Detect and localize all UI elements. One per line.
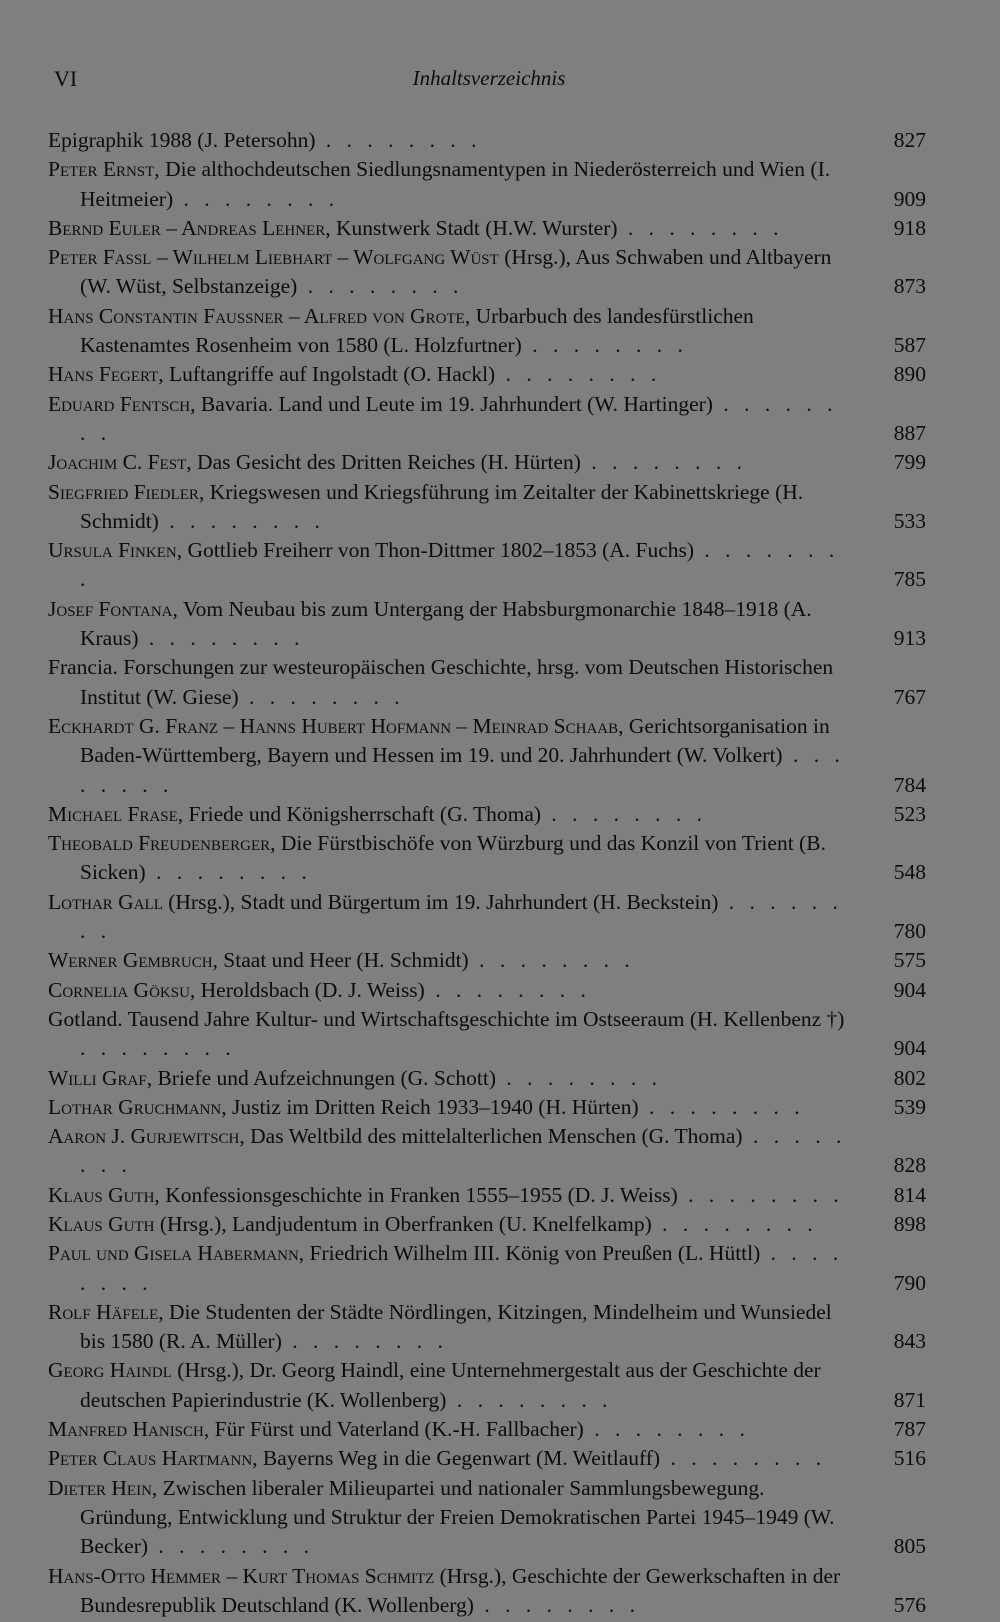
entry-title: Für Fürst und Vaterland (K.-H. Fallbacher): [209, 1417, 584, 1442]
entry-text: [48, 1417, 750, 1441]
entry-author: Manfred Hanisch,: [48, 1417, 210, 1442]
toc-entry: [48, 536, 926, 595]
entry-author: Ursula Finken,: [48, 538, 183, 563]
entry-title: (Hrsg.), Aus Schwaben und Altbayern (W. Wüst, Selbstanzeige): [80, 245, 832, 299]
entry-text: [48, 597, 812, 650]
entry-text: [48, 1212, 818, 1236]
leader-dots: . . . . . . . .: [424, 977, 591, 1002]
entry-author: Cornelia Göksu,: [48, 977, 196, 1002]
entry-author: Josef Fontana,: [48, 596, 178, 621]
entry-author: Hans-Otto Hemmer – Kurt Thomas Schmitz: [48, 1563, 435, 1588]
leader-dots: . . . . . . . .: [446, 1387, 613, 1412]
entry-page-number: 576: [893, 1592, 926, 1617]
entry-page-number: 785: [893, 567, 926, 592]
entry-text: [48, 216, 784, 240]
entry-text: [48, 890, 843, 943]
entry-text: [48, 1358, 821, 1411]
entry-page-number: 533: [893, 508, 926, 533]
entry-text: [48, 245, 831, 298]
toc-entry: [48, 360, 926, 389]
toc-entry: [48, 1181, 926, 1210]
entry-page-number: 802: [893, 1065, 926, 1090]
toc-entry: [48, 448, 926, 477]
toc-entry: [48, 1005, 926, 1064]
entry-text: [48, 538, 839, 591]
toc-entry: [48, 1122, 926, 1181]
entry-page-number: 909: [893, 186, 926, 211]
entry-page-number: 904: [893, 1036, 926, 1061]
leader-dots: . . . . . . . .: [80, 1036, 236, 1061]
leader-dots: . . . . . . . .: [80, 889, 843, 944]
entry-page-number: 539: [893, 1094, 926, 1119]
entry-text: [48, 831, 826, 884]
entry-text: [48, 1300, 832, 1353]
toc-entry: [48, 1210, 926, 1239]
entry-title: Gottlieb Freiherr von Thon-Dittmer 1802–1853 (A. Fuchs): [182, 538, 695, 563]
toc-entry: [48, 1356, 926, 1415]
entry-page-number: 548: [893, 860, 926, 885]
entry-author: Georg Haindl: [48, 1358, 172, 1383]
entry-author: Lothar Gall: [48, 889, 163, 914]
entry-title: Gotland. Tausend Jahre Kultur- und Wirtschaftsgeschichte im Ostseeraum (H. Kellenbenz †): [48, 1006, 845, 1031]
toc-entry: [48, 1444, 926, 1473]
leader-dots: . . . . . . . .: [651, 1211, 818, 1236]
entry-title: Epigraphik 1988 (J. Petersohn): [48, 128, 316, 152]
toc-entry: [48, 1298, 926, 1357]
entry-page-number: 871: [893, 1387, 926, 1412]
leader-dots: . . . . . . . .: [638, 1094, 805, 1119]
entry-text: [48, 1095, 805, 1119]
entry-author: Theobald Freudenberger,: [48, 831, 276, 856]
page-number: VI: [54, 66, 78, 91]
entry-text: [48, 450, 747, 474]
entry-text: [48, 1241, 843, 1294]
entry-title: (Hrsg.), Geschichte der Gewerkschaften in der Bundesrepublik Deutschland (K. Wollenberg): [80, 1563, 841, 1617]
entry-title: Friede und Königsherrschaft (G. Thoma): [183, 801, 542, 826]
entry-author: Eduard Fentsch,: [48, 391, 196, 416]
leader-dots: . . . . . . . .: [473, 1592, 640, 1617]
entry-title: Staat und Heer (H. Schmidt): [217, 948, 469, 973]
entry-title: Konfessionsgeschichte in Franken 1555–1955 (D. J. Weiss): [159, 1182, 678, 1207]
toc-entry: [48, 1064, 926, 1093]
entry-title: Zwischen liberaler Milieupartei und nationaler Sammlungsbewegung. Gründung, Entwicklung und Struktur der Freien Demokratischen Partei 1945–1949 (W. Becker): [80, 1475, 835, 1559]
entry-page-number: 587: [893, 333, 926, 358]
leader-dots: . . . . . . . .: [281, 1329, 448, 1354]
entry-title: Gerichtsorganisation in Baden-Württemberg, Bayern und Hessen im 19. und 20. Jahrhundert (W. Volkert): [80, 713, 830, 768]
entry-author: Bernd Euler – Andreas Lehner,: [48, 215, 331, 240]
entry-author: Lothar Gruchmann,: [48, 1094, 227, 1119]
entry-text: [48, 1007, 844, 1060]
entry-page-number: 828: [893, 1153, 926, 1178]
leader-dots: . . . . . . . .: [145, 860, 312, 885]
toc-entry: [48, 302, 926, 361]
leader-dots: . . . . . . . .: [173, 186, 340, 211]
entry-author: Paul und Gisela Habermann,: [48, 1241, 305, 1266]
toc-entry: [48, 800, 926, 829]
entry-text: [48, 1446, 826, 1470]
entry-title: Justiz im Dritten Reich 1933–1940 (H. Hürten): [226, 1094, 639, 1119]
leader-dots: . . . . . . . .: [617, 215, 784, 240]
entry-author: Klaus Guth: [48, 1211, 155, 1236]
leader-dots: . . . . . . . .: [80, 391, 838, 445]
entry-author: Willi Graf,: [48, 1065, 153, 1090]
entry-text: [48, 362, 661, 386]
toc-entry: [48, 1474, 926, 1562]
entry-title: Heroldsbach (D. J. Weiss): [195, 977, 425, 1002]
entry-page-number: 799: [893, 450, 926, 475]
entry-title: (Hrsg.), Dr. Georg Haindl, eine Unternehmergestalt aus der Geschichte der deutschen Papierindustrie (K. Wollenberg): [80, 1358, 821, 1412]
entry-page-number: 887: [893, 420, 926, 445]
entry-title: Kriegswesen und Kriegsführung im Zeitalter der Kabinettskriege (H. Schmidt): [80, 479, 804, 533]
leader-dots: . . . . . . . .: [138, 626, 305, 651]
toc-entry: [48, 1239, 926, 1298]
entry-author: Aaron J. Gurjewitsch,: [48, 1124, 245, 1149]
leader-dots: . . . . . . . .: [315, 128, 482, 152]
entry-page-number: 575: [893, 948, 926, 973]
entry-text: [48, 128, 482, 152]
entry-title: Das Weltbild des mittelalterlichen Menschen (G. Thoma): [244, 1124, 743, 1149]
entry-page-number: 784: [893, 772, 926, 797]
entry-author: Peter Fassl – Wilhelm Liebhart – Wolfgang Wüst: [48, 245, 499, 270]
leader-dots: . . . . . . . .: [541, 801, 708, 826]
toc-entry: [48, 829, 926, 888]
running-head: [54, 66, 924, 96]
entry-page-number: 814: [893, 1182, 926, 1207]
entry-text: [48, 978, 591, 1002]
entry-page-number: 523: [893, 801, 926, 826]
leader-dots: . . . . . . . .: [495, 1065, 662, 1090]
entry-page-number: 780: [893, 919, 926, 944]
toc-entry: [48, 478, 926, 537]
entry-author: Rolf Häfele,: [48, 1299, 164, 1324]
toc-entry: [48, 888, 926, 947]
toc-entry: [48, 946, 926, 975]
entry-title: Friedrich Wilhelm III. König von Preußen (L. Hüttl): [304, 1241, 761, 1266]
entry-text: [48, 802, 707, 826]
entry-title: Bavaria. Land und Leute im 19. Jahrhundert (W. Hartinger): [195, 391, 713, 416]
entry-text: [48, 480, 803, 533]
entry-text: [48, 392, 837, 445]
entry-page-number: 805: [893, 1534, 926, 1559]
entry-text: [48, 655, 833, 708]
entry-text: [48, 1066, 662, 1090]
leader-dots: . . . . . . . .: [677, 1182, 844, 1207]
leader-dots: . . . . . . . .: [80, 1241, 844, 1295]
entry-text: [48, 714, 845, 797]
entry-author: Michael Frase,: [48, 801, 184, 826]
entry-author: Peter Claus Hartmann,: [48, 1446, 258, 1471]
toc-entry: [48, 1562, 926, 1621]
leader-dots: . . . . . . . .: [80, 538, 840, 592]
entry-text: [48, 1476, 835, 1559]
entry-title: (Hrsg.), Stadt und Bürgertum im 19. Jahrhundert (H. Beckstein): [162, 889, 719, 914]
table-of-contents: [48, 126, 926, 1620]
entry-text: [48, 157, 830, 210]
leader-dots: . . . . . . . .: [80, 1124, 847, 1178]
toc-entry: [48, 595, 926, 654]
entry-author: Hans Fegert,: [48, 362, 164, 387]
entry-title: Bayerns Weg in die Gegenwart (M. Weitlauff): [257, 1446, 661, 1471]
leader-dots: . . . . . . . .: [297, 274, 464, 299]
entry-text: [48, 1564, 840, 1617]
entry-title: Kunstwerk Stadt (H.W. Wurster): [330, 215, 618, 240]
toc-entry: [48, 1093, 926, 1122]
leader-dots: . . . . . . . .: [580, 450, 747, 475]
entry-title: Briefe und Aufzeichnungen (G. Schott): [152, 1065, 496, 1090]
toc-entry: [48, 126, 926, 155]
entry-page-number: 918: [893, 215, 926, 240]
entry-page-number: 873: [893, 274, 926, 299]
entry-author: Klaus Guth,: [48, 1182, 160, 1207]
entry-title: Das Gesicht des Dritten Reiches (H. Hürten): [191, 450, 581, 475]
entry-page-number: 843: [893, 1329, 926, 1354]
leader-dots: . . . . . . . .: [521, 333, 688, 358]
leader-dots: . . . . . . . .: [238, 684, 405, 709]
entry-page-number: 904: [893, 977, 926, 1002]
entry-title: Die Fürstbischöfe von Würzburg und das Konzil von Trient (B. Sicken): [80, 831, 826, 885]
entry-text: [48, 1124, 846, 1177]
entry-page-number: 516: [893, 1446, 926, 1471]
entry-author: Siegfried Fiedler,: [48, 479, 205, 504]
leader-dots: . . . . . . . .: [583, 1417, 750, 1442]
toc-entry: [48, 155, 926, 214]
leader-dots: . . . . . . . .: [148, 1534, 315, 1559]
entry-page-number: 898: [893, 1211, 926, 1236]
entry-author: Eckhardt G. Franz – Hanns Hubert Hofmann – Meinrad Schaab,: [48, 713, 624, 738]
entry-title: Francia. Forschungen zur westeuropäischen Geschichte, hrsg. vom Deutschen Historischen Institut (W. Giese): [48, 655, 834, 709]
leader-dots: . . . . . . . .: [80, 743, 845, 797]
entry-text: [48, 1183, 844, 1207]
toc-entry: [48, 390, 926, 449]
entry-title: Die Studenten der Städte Nördlingen, Kitzingen, Mindelheim und Wunsiedel bis 1580 (R. A. Müller): [80, 1299, 832, 1354]
entry-author: Joachim C. Fest,: [48, 450, 192, 475]
entry-page-number: 913: [893, 626, 926, 651]
toc-entry: [48, 653, 926, 712]
entry-title: Vom Neubau bis zum Untergang der Habsburgmonarchie 1848–1918 (A. Kraus): [80, 596, 812, 651]
toc-entry: [48, 214, 926, 243]
entry-author: Werner Gembruch,: [48, 948, 218, 973]
leader-dots: . . . . . . . .: [660, 1446, 827, 1471]
leader-dots: . . . . . . . .: [158, 508, 325, 533]
entry-author: Hans Constantin Faussner – Alfred von Grote,: [48, 303, 471, 328]
entry-page-number: 890: [893, 362, 926, 387]
entry-author: Dieter Hein,: [48, 1475, 158, 1500]
leader-dots: . . . . . . . .: [495, 362, 662, 387]
entry-title: (Hrsg.), Landjudentum in Oberfranken (U. Knelfelkamp): [154, 1211, 652, 1236]
toc-entry: [48, 1415, 926, 1444]
entry-page-number: 790: [893, 1270, 926, 1295]
entry-title: Luftangriffe auf Ingolstadt (O. Hackl): [163, 362, 496, 387]
toc-entry: [48, 243, 926, 302]
entry-text: [48, 304, 754, 357]
toc-entry: [48, 976, 926, 1005]
entry-page-number: 827: [893, 128, 926, 152]
leader-dots: . . . . . . . .: [468, 948, 635, 973]
entry-title: Die althochdeutschen Siedlungsnamentypen in Niederösterreich und Wien (I. Heitmeier): [80, 157, 831, 211]
entry-page-number: 767: [893, 684, 926, 709]
entry-title: Urbarbuch des landesfürstlichen Kastenamtes Rosenheim von 1580 (L. Holzfurtner): [80, 303, 754, 358]
entry-author: Peter Ernst,: [48, 157, 160, 182]
toc-entry: [48, 712, 926, 800]
running-title: Inhaltsverzeichnis: [412, 66, 566, 90]
entry-page-number: 787: [893, 1417, 926, 1442]
entry-text: [48, 948, 635, 972]
